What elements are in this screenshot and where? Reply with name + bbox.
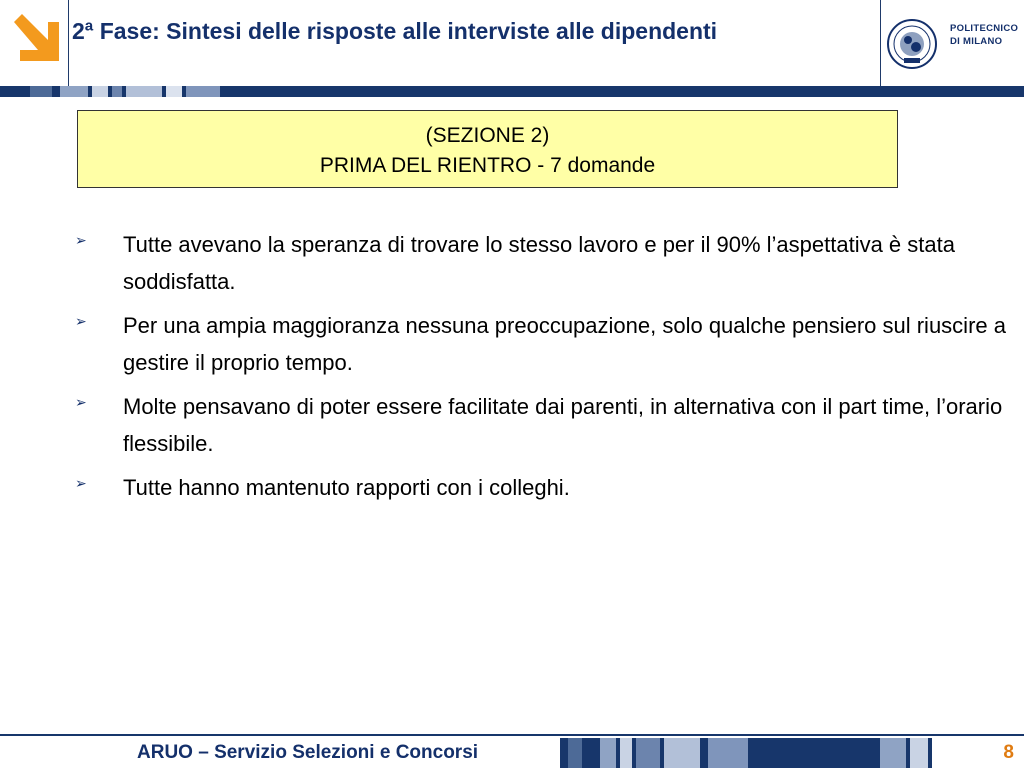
bullet-text: Per una ampia maggioranza nessuna preoccupazione, solo qualche pensiero sul riuscire a gestire il proprio tempo. — [123, 313, 1006, 375]
footer-stripe-bar — [560, 738, 1024, 768]
footer-title: ARUO – Servizio Selezioni e Concorsi — [137, 742, 479, 763]
arrowhead-bullet-icon: ➢ — [75, 394, 87, 410]
university-seal-icon — [886, 14, 946, 74]
slide-header — [0, 0, 1024, 86]
institution-name-line1: POLITECNICO — [950, 23, 1019, 34]
institution-name — [950, 22, 1020, 48]
stripe-segment — [880, 738, 906, 768]
institution-name-line2: DI MILANO — [950, 36, 1003, 47]
section-heading-box — [77, 110, 898, 188]
arrowhead-bullet-icon: ➢ — [75, 475, 87, 491]
stripe-segment — [568, 738, 582, 768]
stripe-segment — [620, 738, 632, 768]
section-label: (SEZIONE 2) — [425, 124, 550, 147]
list-item — [70, 307, 1024, 381]
stripe-segment — [186, 86, 220, 97]
header-divider-left — [68, 0, 69, 86]
stripe-segment — [910, 738, 928, 768]
institution-logo — [886, 14, 1020, 74]
stripe-segment — [112, 86, 122, 97]
arrowhead-bullet-icon: ➢ — [75, 232, 87, 248]
slide-title: 2ª Fase: Sintesi delle risposte alle interviste alle dipendenti — [72, 18, 718, 44]
footer-rule — [0, 734, 1024, 736]
stripe-segment — [636, 738, 660, 768]
stripe-segment — [968, 738, 1024, 768]
logo-arrow-icon — [0, 0, 68, 86]
bullet-text: Tutte avevano la speranza di trovare lo stesso lavoro e per il 90% l’aspettativa è stata soddisfatta. — [123, 232, 955, 294]
stripe-segment — [60, 86, 88, 97]
stripe-segment — [600, 738, 616, 768]
stripe-segment — [126, 86, 162, 97]
stripe-segment — [708, 738, 748, 768]
stripe-segment — [92, 86, 108, 97]
stripe-segment — [30, 86, 52, 97]
stripe-segment — [932, 738, 968, 768]
list-item — [70, 226, 1024, 300]
bullet-list — [70, 226, 1024, 513]
header-divider-right — [880, 0, 881, 86]
page-number: 8 — [1003, 742, 1014, 763]
stripe-segment — [166, 86, 182, 97]
bullet-text: Tutte hanno mantenuto rapporti con i colleghi. — [123, 475, 570, 500]
arrowhead-bullet-icon: ➢ — [75, 313, 87, 329]
stripe-segment — [664, 738, 700, 768]
header-stripe-bar — [0, 86, 1024, 97]
list-item — [70, 388, 1024, 462]
section-title: PRIMA DEL RIENTRO - 7 domande — [319, 154, 656, 177]
bullet-text: Molte pensavano di poter essere facilitate dai parenti, in alternativa con il part time, l’orario flessibile. — [123, 394, 1003, 456]
list-item — [70, 469, 1024, 506]
